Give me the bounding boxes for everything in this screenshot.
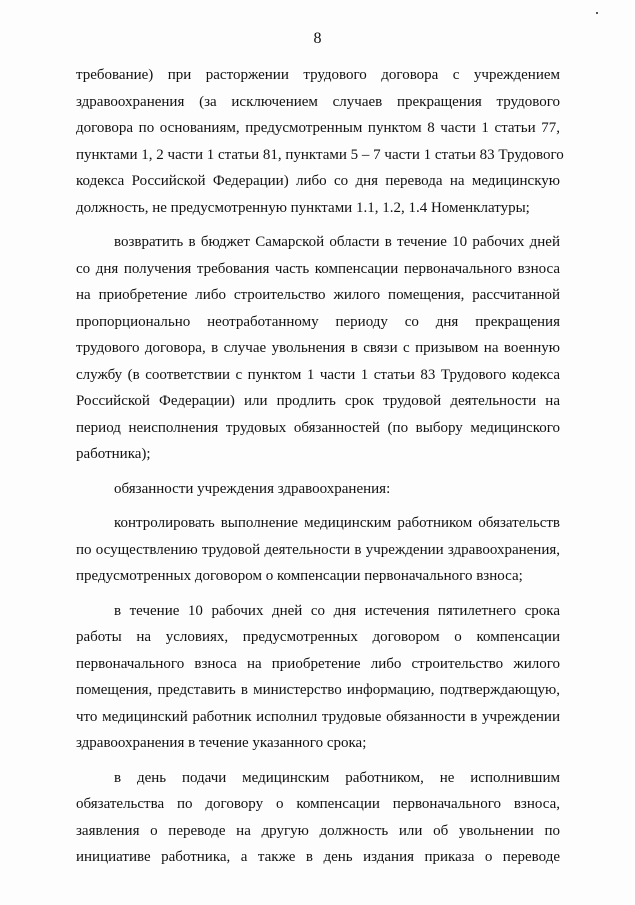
text-line: контролировать выполнение медицинским работником обязательств [114,515,560,531]
text-line: здравоохранения (за исключением случаев прекращения трудового [76,93,560,110]
paragraph-4 [76,510,560,590]
paragraph-3 [76,476,560,503]
text-line: что медицинский работник исполнил трудовые обязанности в учреждении [76,708,560,725]
text-line: помещения, представить в министерство информацию, подтверждающую, [76,682,560,698]
text-line: возвратить в бюджет Самарской области в течение 10 рабочих дней [114,234,560,250]
text-line: первоначального взноса на приобретение либо строительство жилого [76,655,560,672]
scan-speck [596,12,598,14]
text-line: на приобретение либо строительство жилого помещения, рассчитанной [76,287,560,303]
text-line: заявления о переводе на другую должность или об увольнении по [76,822,560,839]
text-line: службу (в соответствии с пунктом 1 части 1 статьи 83 Трудового кодекса [76,366,560,383]
text-line: обязательства по договору о компенсации первоначального взноса, [76,796,560,812]
text-line: работника); [76,446,151,462]
text-line: период неисполнения трудовых обязанностей (по выбору медицинского [76,419,560,436]
page-number: 8 [313,30,322,47]
text-line: предусмотренных договором о компенсации первоначального взноса; [76,568,523,584]
text-line: Российской Федерации) или продлить срок трудовой деятельности на [76,393,560,409]
text-line: пропорционально неотработанному периоду со дня прекращения [76,313,560,330]
text-line: обязанности учреждения здравоохранения: [114,480,391,497]
text-line: работы на условиях, предусмотренных договором о компенсации [76,629,560,645]
text-line: должность, не предусмотренную пунктами 1.1, 1.2, 1.4 Номенклатуры; [76,199,530,216]
text-line: требование) при расторжении трудового договора с учреждением [76,67,560,83]
text-line: договора по основаниям, предусмотренным пунктом 8 части 1 статьи 77, [76,120,560,136]
text-line: со дня получения требования часть компенсации первоначального взноса [76,260,560,277]
text-line: в день подачи медицинским работником, не исполнившим [114,769,560,786]
text-line: инициативе работника, а также в день издания приказа о переводе [76,849,560,865]
body-text [76,62,564,871]
text-line: трудового договора, в случае увольнения в связи с призывом на военную [76,340,560,356]
paragraph-5 [76,598,560,757]
text-line: пунктами 1, 2 части 1 статьи 81, пунктами 5 – 7 части 1 статьи 83 Трудового [76,146,564,163]
paragraph-1 [76,62,564,221]
text-line: в течение 10 рабочих дней со дня истечения пятилетнего срока [114,602,560,619]
text-line: здравоохранения в течение указанного срока; [76,735,367,751]
paragraph-2 [76,229,560,468]
paragraph-6 [76,765,560,871]
text-line: кодекса Российской Федерации) либо со дня перевода на медицинскую [76,173,560,189]
text-line: по осуществлению трудовой деятельности в учреждении здравоохранения, [76,541,560,558]
